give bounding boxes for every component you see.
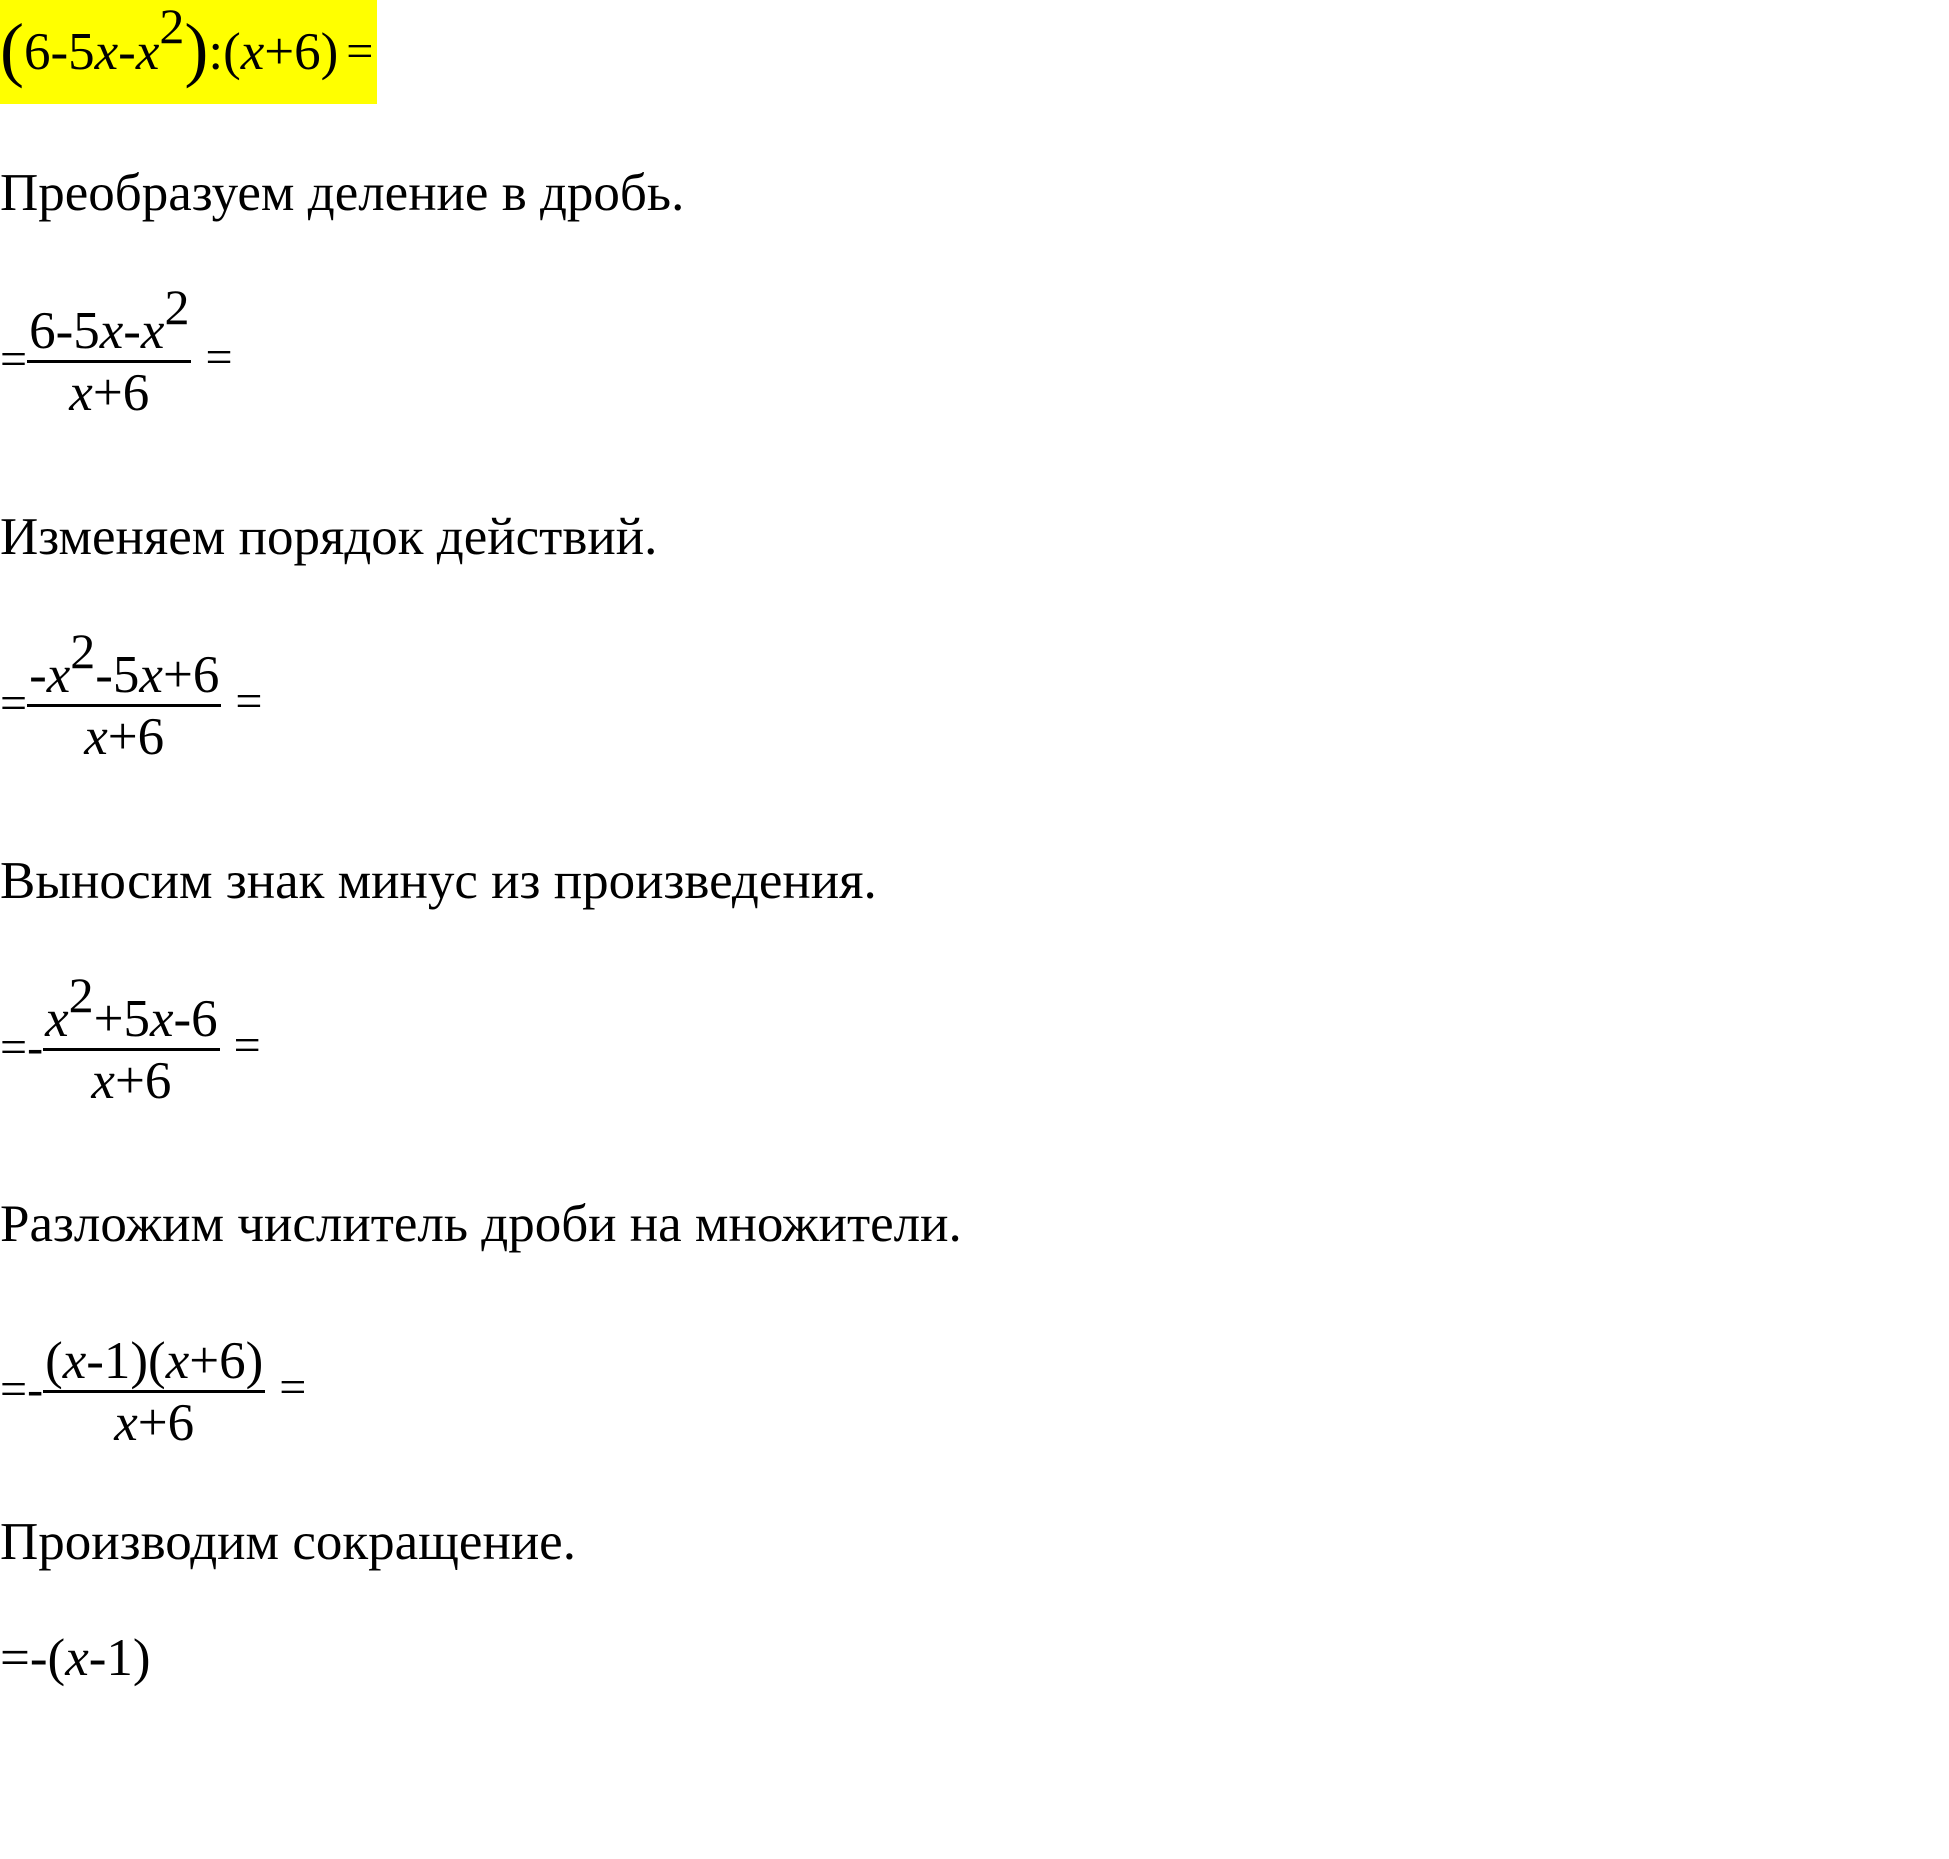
- var-x: x: [139, 646, 163, 704]
- var-x: x: [45, 990, 69, 1048]
- denominator: [67, 364, 151, 429]
- divide-open: :(: [208, 22, 241, 81]
- step-3-fraction: [43, 967, 220, 1117]
- trail-equals: =: [233, 1018, 261, 1072]
- step-2-label: Изменяем порядок действий.: [0, 508, 658, 566]
- close-paren: ): [184, 9, 209, 89]
- fraction-bar: [27, 360, 191, 363]
- final-result: [0, 1629, 151, 1687]
- denominator: [89, 1052, 173, 1117]
- var-x: x: [140, 302, 165, 360]
- exponent: 2: [70, 623, 96, 679]
- minus: -: [118, 22, 136, 81]
- var-x: x: [165, 1332, 190, 1390]
- num-part: +6: [162, 646, 220, 704]
- var-x: x: [46, 646, 71, 704]
- result-part: =-(: [0, 1629, 66, 1687]
- denominator: [112, 1394, 196, 1459]
- exponent: 2: [68, 967, 94, 1023]
- var-x: x: [65, 1629, 89, 1687]
- num-part: -1)(: [86, 1332, 166, 1390]
- var-x: x: [94, 22, 119, 81]
- num-part: -: [123, 302, 141, 360]
- step-5-label: Производим сокращение.: [0, 1513, 576, 1571]
- numerator: [27, 279, 191, 360]
- num-part: 6-5: [29, 302, 100, 360]
- exponent: 2: [164, 279, 190, 335]
- numerator: [43, 967, 220, 1048]
- step-4-label: Разложим числитель дроби на множители.: [0, 1195, 962, 1253]
- var-x: x: [135, 22, 160, 81]
- exponent: 2: [159, 0, 185, 54]
- den-part: +6: [137, 1394, 195, 1452]
- num-part: (: [45, 1332, 63, 1390]
- num-part: -: [29, 646, 47, 704]
- step-3-expression: [0, 967, 261, 1117]
- den-part: +6: [107, 708, 165, 766]
- var-x: x: [99, 302, 124, 360]
- trail-equals: =: [279, 1360, 307, 1414]
- numerator: [27, 623, 221, 704]
- problem-highlight: [0, 0, 377, 104]
- term-6-5: 6-5: [23, 22, 95, 81]
- lead-equals-minus: =-: [0, 1362, 44, 1416]
- plus-6-close: +6): [264, 22, 339, 81]
- result-part: -1): [88, 1629, 151, 1687]
- num-part: +5: [93, 990, 150, 1048]
- var-x: x: [240, 22, 265, 81]
- fraction-bar: [27, 704, 221, 707]
- var-x: x: [62, 1332, 87, 1390]
- problem-expression: [0, 0, 377, 104]
- var-x: x: [114, 1394, 138, 1452]
- var-x: x: [91, 1052, 115, 1110]
- step-4-fraction: [43, 1316, 265, 1459]
- numerator: [43, 1316, 265, 1388]
- step-1-expression: [0, 279, 233, 429]
- trail-equals: =: [205, 330, 233, 384]
- denominator: [82, 708, 166, 773]
- var-x: x: [84, 708, 108, 766]
- open-paren: (: [0, 9, 24, 89]
- fraction-bar: [43, 1390, 265, 1393]
- step-2-fraction: [27, 623, 221, 773]
- step-3-label: Выносим знак минус из произведения.: [0, 852, 877, 910]
- var-x: x: [69, 364, 93, 422]
- var-x: x: [149, 990, 174, 1048]
- den-part: +6: [114, 1052, 172, 1110]
- num-part: -5: [95, 646, 140, 704]
- fraction-bar: [43, 1048, 220, 1051]
- trail-equals: =: [235, 674, 263, 728]
- equals-sign: =: [346, 25, 374, 78]
- num-part: +6): [189, 1332, 264, 1390]
- lead-equals: =: [0, 676, 28, 730]
- step-1-fraction: [27, 279, 191, 429]
- step-4-expression: [0, 1316, 306, 1459]
- step-2-expression: [0, 623, 263, 773]
- den-part: +6: [92, 364, 150, 422]
- lead-equals: =: [0, 332, 28, 386]
- num-part: -6: [173, 990, 218, 1048]
- lead-equals-minus: =-: [0, 1020, 44, 1074]
- step-1-label: Преобразуем деление в дробь.: [0, 164, 685, 222]
